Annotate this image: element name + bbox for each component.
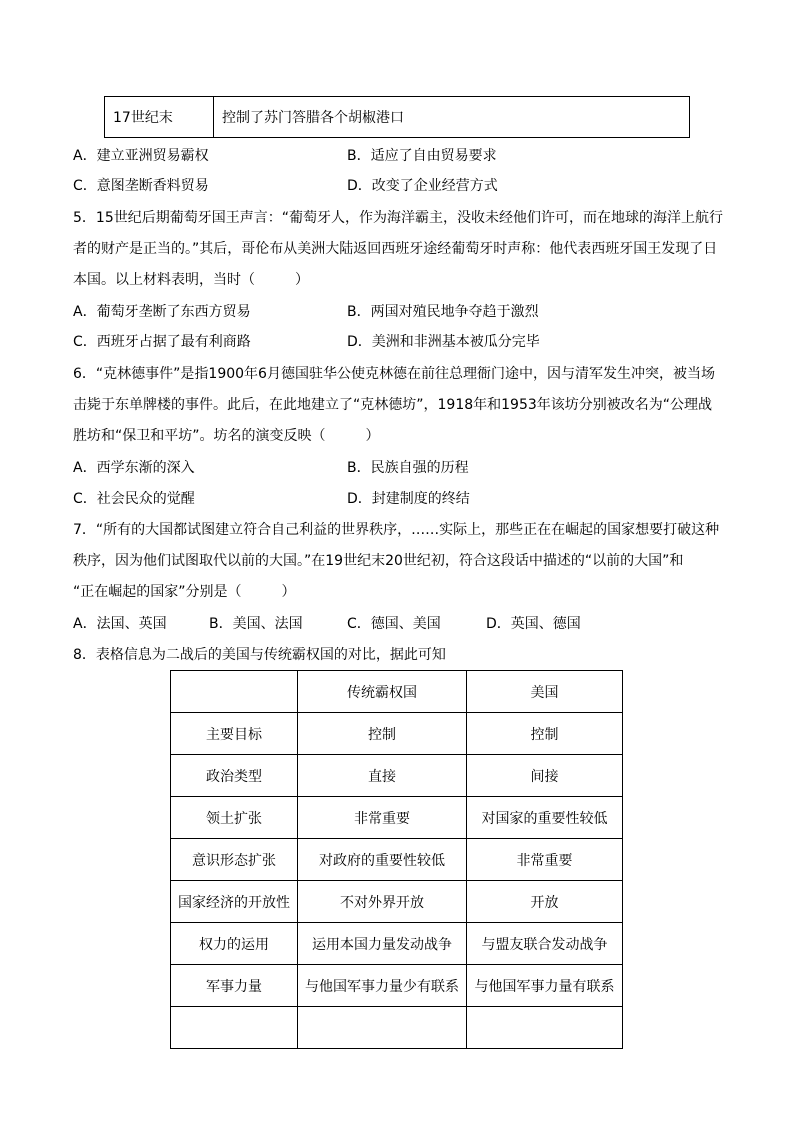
q5-option-b: B．两国对殖民地争夺趋于激烈	[347, 304, 539, 320]
table-row	[171, 671, 623, 713]
table-cell: 开放	[467, 881, 623, 923]
table-row	[171, 839, 623, 881]
table-cell-period: 17世纪末	[105, 97, 214, 137]
table-cell: 直接	[298, 755, 467, 797]
q7-line-1: 7．“所有的大国都试图建立符合自己利益的世界秩序，……实际上，那些正在在崛起的国家想要打破这种	[73, 522, 720, 538]
table-row	[171, 965, 623, 1007]
q6-option-b: B．民族自强的历程	[347, 460, 469, 476]
table-row	[171, 923, 623, 965]
table-row	[171, 797, 623, 839]
q6-line-2: 击毙于东单牌楼的事件。此后，在此地建立了“克林德坊”，1918年和1953年该坊分别被改名为“公理战	[73, 397, 713, 413]
table-row	[171, 881, 623, 923]
q5-option-c: C．西班牙占据了最有利商路	[73, 334, 251, 350]
table-cell: 对政府的重要性较低	[298, 839, 467, 881]
q4-option-a: A．建立亚洲贸易霸权	[73, 148, 209, 164]
table-cell	[298, 1007, 467, 1049]
q6-option-a: A．西学东渐的深入	[73, 460, 195, 476]
table-cell: 政治类型	[171, 755, 298, 797]
table-cell: 控制	[467, 713, 623, 755]
table-cell: 国家经济的开放性	[171, 881, 298, 923]
table-row	[171, 713, 623, 755]
q7-option-d: D．英国、德国	[486, 616, 581, 632]
q4-option-d: D．改变了企业经营方式	[347, 178, 498, 194]
table-cell: 领土扩张	[171, 797, 298, 839]
table-cell: 权力的运用	[171, 923, 298, 965]
table-cell: 美国	[467, 671, 623, 713]
table-cell: 与盟友联合发动战争	[467, 923, 623, 965]
q7-line-2: 秩序，因为他们试图取代以前的大国。”在19世纪末20世纪初，符合这段话中描述的“以前的大国”和	[73, 553, 684, 569]
q5-option-a: A．葡萄牙垄断了东西方贸易	[73, 304, 251, 320]
q6-option-d: D．封建制度的终结	[347, 491, 470, 507]
table-cell-event: 控制了苏门答腊各个胡椒港口	[222, 110, 404, 126]
q7-line-3: “正在崛起的国家”分别是（ ）	[73, 584, 296, 600]
q6-line-3: 胜坊和“保卫和平坊”。坊名的演变反映（ ）	[73, 428, 380, 444]
table-row	[171, 1007, 623, 1049]
q7-option-c: C．德国、美国	[347, 616, 441, 632]
q6-option-c: C．社会民众的觉醒	[73, 491, 195, 507]
table-cell: 与他国军事力量有联系	[467, 965, 623, 1007]
table-cell: 主要目标	[171, 713, 298, 755]
q5-line-2: 者的财产是正当的。”其后，哥伦布从美洲大陆返回西班牙途经葡萄牙时声称：他代表西班牙国王发现了日	[73, 241, 718, 257]
q4-option-b: B．适应了自由贸易要求	[347, 148, 497, 164]
table-cell: 运用本国力量发动战争	[298, 923, 467, 965]
table-cell: 非常重要	[467, 839, 623, 881]
table-cell: 间接	[467, 755, 623, 797]
q5-line-3: 本国。以上材料表明，当时（ ）	[73, 272, 309, 288]
table-cell: 军事力量	[171, 965, 298, 1007]
table-row	[171, 755, 623, 797]
q7-option-a: A．法国、英国	[73, 616, 167, 632]
table-cell: 控制	[298, 713, 467, 755]
q8-stem: 8．表格信息为二战后的美国与传统霸权国的对比，据此可知	[73, 647, 446, 663]
table-cell: 对国家的重要性较低	[467, 797, 623, 839]
q5-line-1: 5．15世纪后期葡萄牙国王声言：“葡萄牙人，作为海洋霸主，没收未经他们许可，而在地球的海洋上航行	[73, 210, 723, 226]
top-info-table	[104, 96, 690, 138]
q5-option-d: D．美洲和非洲基本被瓜分完毕	[347, 334, 540, 350]
table-cell: 传统霸权国	[298, 671, 467, 713]
q6-line-1: 6．“克林德事件”是指1900年6月德国驻华公使克林德在前往总理衙门途中，因与清军发生冲突，被当场	[73, 366, 715, 382]
table-cell: 意识形态扩张	[171, 839, 298, 881]
table-cell	[467, 1007, 623, 1049]
table-cell	[171, 671, 298, 713]
q4-option-c: C．意图垄断香料贸易	[73, 178, 209, 194]
q7-option-b: B．美国、法国	[209, 616, 303, 632]
table-cell: 不对外界开放	[298, 881, 467, 923]
table-cell: 非常重要	[298, 797, 467, 839]
table-cell	[171, 1007, 298, 1049]
table-cell: 与他国军事力量少有联系	[298, 965, 467, 1007]
comparison-table	[170, 670, 623, 1049]
